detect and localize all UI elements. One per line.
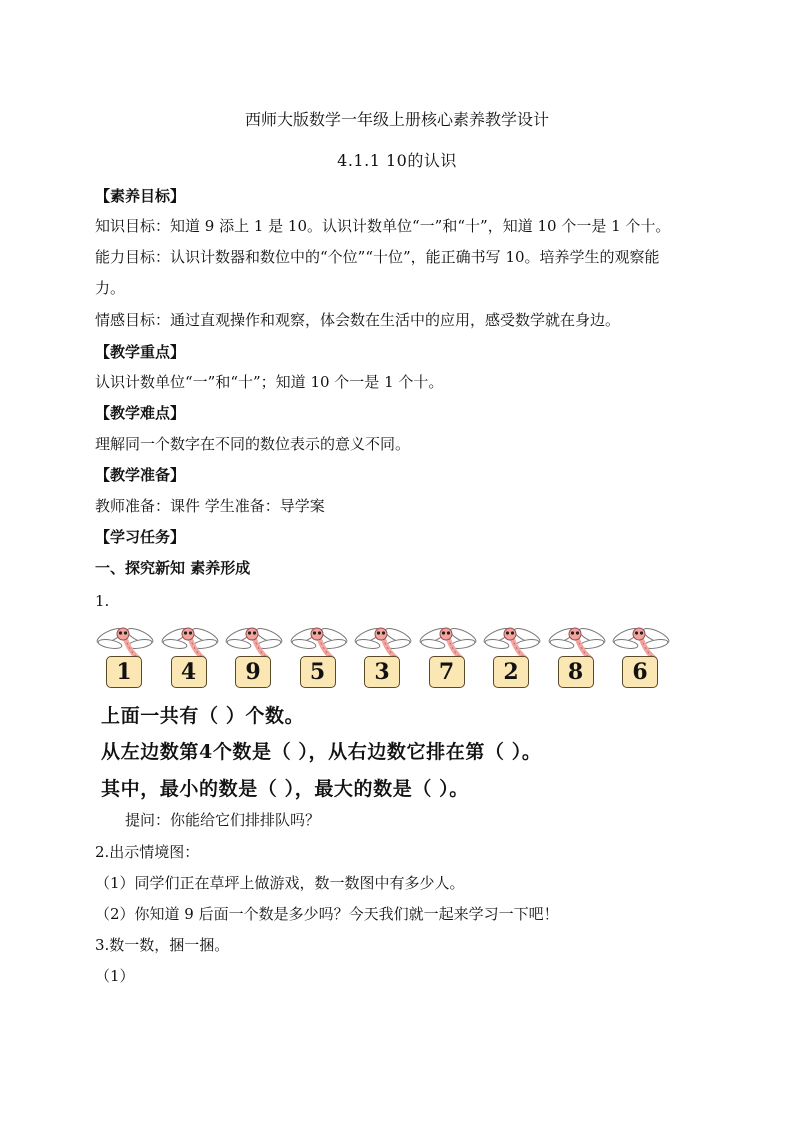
number-card-label: 7 [429, 656, 465, 688]
item-three-sub1: （1） [95, 967, 135, 985]
difficulty-text: 理解同一个数字在不同的数位表示的意义不同。 [95, 435, 411, 453]
question-position: 从左边数第4个数是（ ），从右边数它排在第（ ）。 [101, 741, 542, 763]
key-points-heading: 【教学重点】 [95, 343, 186, 361]
goal-knowledge: 知识目标：知道 9 添上 1 是 10。认识计数单位“一”和“十”，知道 10 个一是 1 个十。 [95, 217, 671, 235]
dragonfly-number-card [94, 622, 156, 688]
item-two-label: 2.出示情境图： [95, 843, 200, 861]
number-card-label: 9 [235, 656, 271, 688]
dragonfly-number-card [159, 622, 221, 688]
number-card-label: 2 [493, 656, 529, 688]
tasks-heading: 【学习任务】 [95, 528, 186, 546]
goals-heading: 【素养目标】 [95, 187, 186, 205]
dragonfly-number-card [352, 622, 414, 688]
item-one-label: 1. [95, 592, 110, 610]
question-count: 上面一共有（ ）个数。 [101, 705, 305, 727]
number-card-label: 1 [106, 656, 142, 688]
number-card-label: 6 [622, 656, 658, 688]
difficulty-heading: 【教学难点】 [95, 404, 186, 422]
dragonfly-number-card [481, 622, 543, 688]
section-one-heading: 一、探究新知 素养形成 [95, 559, 251, 577]
document-title: 西师大版数学一年级上册核心素养教学设计 [244, 110, 549, 129]
number-card-label: 8 [558, 656, 594, 688]
lesson-title: 4.1.1 10的认识 [337, 151, 457, 170]
goal-ability-line2: 力。 [95, 279, 126, 297]
item-two-sub2: （2）你知道 9 后面一个数是多少吗？今天我们就一起来学习一下吧！ [95, 905, 559, 923]
dragonfly-number-row [94, 622, 674, 692]
number-card-label: 3 [364, 656, 400, 688]
item-three-label: 3.数一数，捆一捆。 [95, 936, 230, 954]
preparation-text: 教师准备：课件 学生准备：导学案 [95, 497, 325, 515]
dragonfly-number-card [223, 622, 285, 688]
item-two-sub1: （1）同学们正在草坪上做游戏，数一数图中有多少人。 [95, 874, 465, 892]
goal-ability-line1: 能力目标：认识计数器和数位中的“个位”“十位”，能正确书写 10。培养学生的观察能 [95, 248, 660, 266]
dragonfly-number-card [288, 622, 350, 688]
preparation-heading: 【教学准备】 [95, 466, 186, 484]
number-card-label: 5 [300, 656, 336, 688]
key-points-text: 认识计数单位“一”和“十”；知道 10 个一是 1 个十。 [95, 373, 444, 391]
prompt-text: 提问：你能给它们排排队吗？ [125, 811, 321, 829]
dragonfly-number-card [417, 622, 479, 688]
goal-emotion: 情感目标：通过直观操作和观察，体会数在生活中的应用，感受数学就在身边。 [95, 311, 621, 329]
number-card-label: 4 [171, 656, 207, 688]
dragonfly-number-card [546, 622, 608, 688]
dragonfly-number-card [610, 622, 672, 688]
question-min-max: 其中，最小的数是（ ），最大的数是（ ）。 [101, 778, 469, 800]
